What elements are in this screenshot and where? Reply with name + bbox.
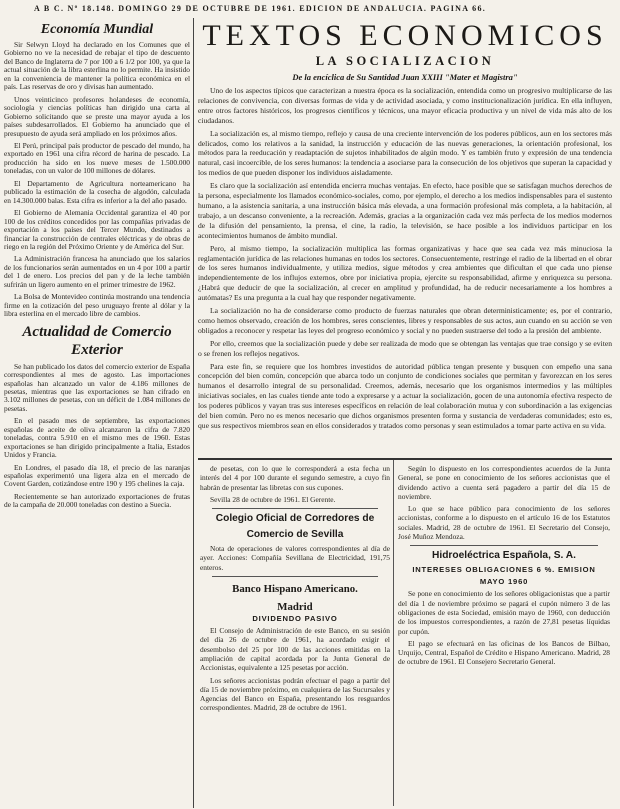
section-title-comercio-2: Exterior [71,341,123,358]
news-paragraph: La Bolsa de Montevideo continúa mostrando una tendencia firme en la cotización del peso uruguayo frente al dólar y la libra esterlina en el mercado libre de cambios. [4,292,190,319]
notice-paragraph: Lo que se hace público para conocimiento de los señores accionistas, conforme a lo dispuesto en el artículo 16 de los Estatutos sociales. Madrid, 28 de octubre de 1961. El Secretario del Consejo, José Muñoz Mendoza. [398,504,610,542]
left-column [4,20,190,805]
article-paragraph: La socialización es, al mismo tiempo, reflejo y causa de una creciente intervención de los poderes públicos, aun en los sectores más delicados, como los relativos a la sanidad, la instrucción y educación de las nuevas generaciones, la orientación profesional, los métodos para la reeducación y readaptación de sujetos inhabilitados de algún modo. Y es también fruto y expresión de una tendencia natural, casi incoercible, de los seres humanos: la tendencia a asociarse para la consecución de los objetivos que superan la capacidad y los medios de que pueden disponer los individuos aisladamente. [198,128,612,178]
article-paragraph: Por ello, creemos que la socialización puede y debe ser realizada de modo que se obtengan las ventajas que trae consigo y se eviten o se frenen los reflejos negativos. [198,338,612,358]
news-paragraph: Unos veinticinco profesores holandeses de economía, sociología y ciencias políticas han dirigido una carta al Gobierno solicitando que se preste una mayor ayuda a los países subdesarrollados. El Gobierno ha anunciado que el presupuesto de ayuda será ampliado en los próximos años. [4,94,190,138]
page-header: A B C. Nº 18.148. DOMINGO 29 DE OCTUBRE DE 1961. EDICION DE ANDALUCIA. PAGINA 66. [34,4,487,13]
article-subtitle: LA SOCIALIZACION [315,54,495,68]
hydro-subhead: INTERESES OBLIGACIONES 6 %. EMISION [412,565,596,575]
notice-paragraph: Los señores accionistas podrán efectuar el pago a partir del día 15 de noviembre próximo, en cualquiera de las Sucursales y Agencias del Banco en España, presentando los resguardos correspondientes. Madrid, 28 de octubre de 1961. [200,675,390,713]
news-paragraph: En el pasado mes de septiembre, las exportaciones españolas de aceite de oliva alcanzaron la cifra de 7.820 toneladas, contra 5.910 en el mismo mes de 1960. Estas exportaciones se han dirigido principalmente a Italia, Estados Unidos y Francia. [4,416,190,460]
college-title-2: Comercio de Sevilla [246,529,344,541]
hydro-title: Hidroeléctrica Española, S. A. [432,550,576,562]
bank-title-2: Madrid [277,601,313,614]
article-title: TEXTOS ECONOMICOS [202,20,608,52]
article-paragraph: Uno de los aspectos típicos que caracterizan a nuestra época es la socialización, entendida como un progresivo multiplicarse de las relaciones de convivencia, con diversas formas de vida y de actividad asociada, y como institucionalización jurídica. En ella influyen, entre otros factores históricos, los progresos científicos y técnicos, una mayor eficacia productiva y un nivel de vida más alto de los ciudadanos. [198,86,612,125]
notice-separator [212,576,378,577]
section-title-comercio: Actualidad de Comercio [22,323,172,340]
column-divider [193,18,194,808]
news-paragraph: El Departamento de Agricultura norteamericano ha publicado la estimación de la cosecha de algodón, calculada en 14.300.000 balas. Esta cifra es inferior a la del año pasado. [4,178,190,205]
college-title: Colegio Oficial de Corredores de [215,513,375,525]
notice-paragraph: Según lo dispuesto en los correspondientes acuerdos de la Junta General, se pone en conocimiento de los señores accionistas que el dividendo activo a cuenta será pagadero a partir del día 15 de noviembre. [398,464,610,501]
notice-paragraph: Se pone en conocimiento de los señores obligacionistas que a partir del día 1 de noviembre próximo se pagará el cupón número 3 de las obligaciones de esta Sociedad, emisión mayo de 1960, con deducción de los impuestos correspondientes, a razón de 27,81 pesetas líquidas por cupón. [398,589,610,636]
bank-subhead: DIVIDENDO PASIVO [252,614,338,624]
article-paragraph: La socialización no ha de considerarse como producto de fuerzas naturales que obran deterministicamente; es, por el contrario, como hemos observado, creación de los hombres, seres conscientes, libres y responsables de sus actos, aun cuando en su acción se ven obligados a reconocer y respetar las leyes del progreso económico y social y no pueden sustraerse del todo a la presión del ambiente. [198,306,612,335]
notice-paragraph: Nota de operaciones de valores correspondientes al día de ayer. Acciones: Compañía Sevillana de Electricidad, 191,75 enteros. [200,544,390,572]
article-textos-economicos [198,20,612,455]
bank-title: Banco Hispano Americano. [232,583,358,596]
notice-paragraph: El Consejo de Administración de este Banco, en su sesión del día 26 de octubre de 1961, ha acordado exigir el desembolso del 25 por 100 de las acciones emitidas en la ampliación de capital acordada por la Junta General de Accionistas, equivalente a 125 pesetas por acción. [200,626,390,673]
section-divider [198,458,612,460]
lower-left-column [200,464,390,806]
notice-paragraph: de pesetas, con lo que le corresponderá a esta fecha un interés del 4 por 100 durante el segundo semestre, a cuyo fin habrán de presentar las libretas con sus cupones. [200,464,390,492]
news-paragraph: La Administración francesa ha anunciado que los salarios de los funcionarios serán aumentados en un 4 por 100 a partir del 1 de enero. Los precios del pan y de la leche también sufrirán un ligero aumento en el primer trimestre de 1962. [4,254,190,289]
notice-separator [410,545,598,546]
news-paragraph: Recientemente se han autorizado exportaciones de frutas de la campaña de 20.000 toneladas con destino a Suecia. [4,491,190,510]
column-divider [393,460,394,806]
lower-right-column [398,464,610,806]
article-kicker: De la encíclica de Su Santidad Juan XXIII "Mater et Magistra" [292,72,518,82]
section-title-economia: Economía Mundial [40,22,154,37]
article-paragraph: Es claro que la socialización así entendida encierra muchas ventajas. En efecto, hace posible que se satisfagan muchos derechos de la persona, especialmente los llamados económico-sociales, como, por ejemplo, el derecho a los medios indispensables para el sustento humano, a la asistencia sanitaria, a una instrucción básica más elevada, a una formación profesional más completa, a la habitación, al trabajo, a un descanso conveniente, a la recreación. Además, gracias a la organización cada vez más perfecta de los medios modernos de la difusión del pensamiento, la prensa, el cine, la radio, la televisión, se hace posible a los individuos participar en los acontecimientos humanos de ámbito mundial. [198,181,612,240]
news-paragraph: Se han publicado los datos del comercio exterior de España correspondientes al mes de agosto. Las importaciones españolas han alcanzado un valor de 4.186 millones de pesetas, mientras que las exportaciones se han cifrado en 3.102 millones de pesetas, con un déficit de 1.084 millones de pesetas. [4,361,190,413]
news-paragraph: El Gobierno de Alemania Occidental garantiza el 40 por 100 de los créditos concedidos por las compañías privadas de exportación a los países del Tercer Mundo, destinados a financiar la construcción de centrales eléctricas y de obras de riego en la región del Próximo Oriente y de América del Sur. [4,208,190,251]
news-paragraph: El Perú, principal país productor de pescado del mundo, ha exportado en 1961 una cifra récord de harina de pescado. La producción ha sido en los nueve meses de 1.500.000 toneladas, con un valor de 100 millones de dólares. [4,140,190,176]
article-paragraph: Pero, al mismo tiempo, la socialización multiplica las formas organizativas y hace que sea cada vez más minuciosa la reglamentación jurídica de las relaciones humanas en todos los sectores. Consecuentemente, restringe el radio de la libertad en el obrar de los seres humanos individualmente, y utiliza medios, sigue métodos y crea ambientes que dificultan el que cada uno piense independientemente de los influjos externos, obre por iniciativa propia, ejercite su responsabilidad, afirme y enriquezca su persona. ¿Habrá que deducir de que la socialización, al crecer en amplitud y profundidad, ha de reducir necesariamente a los hombres a autómatas? Es una pregunta a la cual hay que responder negativamente. [198,243,612,303]
hydro-subhead-2: MAYO 1960 [479,577,529,587]
notice-paragraph: Sevilla 28 de octubre de 1961. El Gerente. [210,494,336,504]
notice-separator [212,508,378,509]
article-paragraph: Para este fin, se requiere que los hombres investidos de autoridad pública tengan presente y busquen con empeño una sana concepción del bien común, concepción que abarca todo un conjunto de condiciones sociales que permitan y favorezcan en los seres humanos el desarrollo integral de su personalidad. Creemos, además, necesario que los organismos intermedios y las múltiples iniciativas sociales, en las cuales tiende ante todo a expresarse y a actuar la socialización, gocen de una autonomía efectiva respecto de los poderes públicos y vayan tras sus intereses específicos en relación de leal colaboración mutua y con subordinación a las exigencias del bien común. Pero no es menos necesario que dichos organismos presenten forma y sustancia de verdaderas comunidades; esto es, que sus respectivos miembros sean en ellos considerados y tratados como personas y sean estimulados a tomar parte activa en su vida. [198,361,612,430]
news-paragraph: Sir Selwyn Lloyd ha declarado en los Comunes que el Gobierno no ve la necesidad de rebajar el tipo de descuento del Banco de Inglaterra de 7 por 100 a 6 1/2 por 100, ya que la actual situación de la libra esterlina no lo permite. Ha insistido en la conveniencia de mantener la política económica en el país. Las reservas de oro y divisas han aumentado. [4,40,190,92]
news-paragraph: En Londres, el pasado día 18, el precio de las naranjas españolas experimentó una ligera alza en el mercado de Covent Garden, cotizándose entre 190 y 195 chelines la caja. [4,462,190,489]
notice-paragraph: El pago se efectuará en las oficinas de los Bancos de Bilbao, Urquijo, Central, Español de Crédito e Hispano Americano. Madrid, 28 de octubre de 1961. El Consejero Secretario General. [398,638,610,667]
